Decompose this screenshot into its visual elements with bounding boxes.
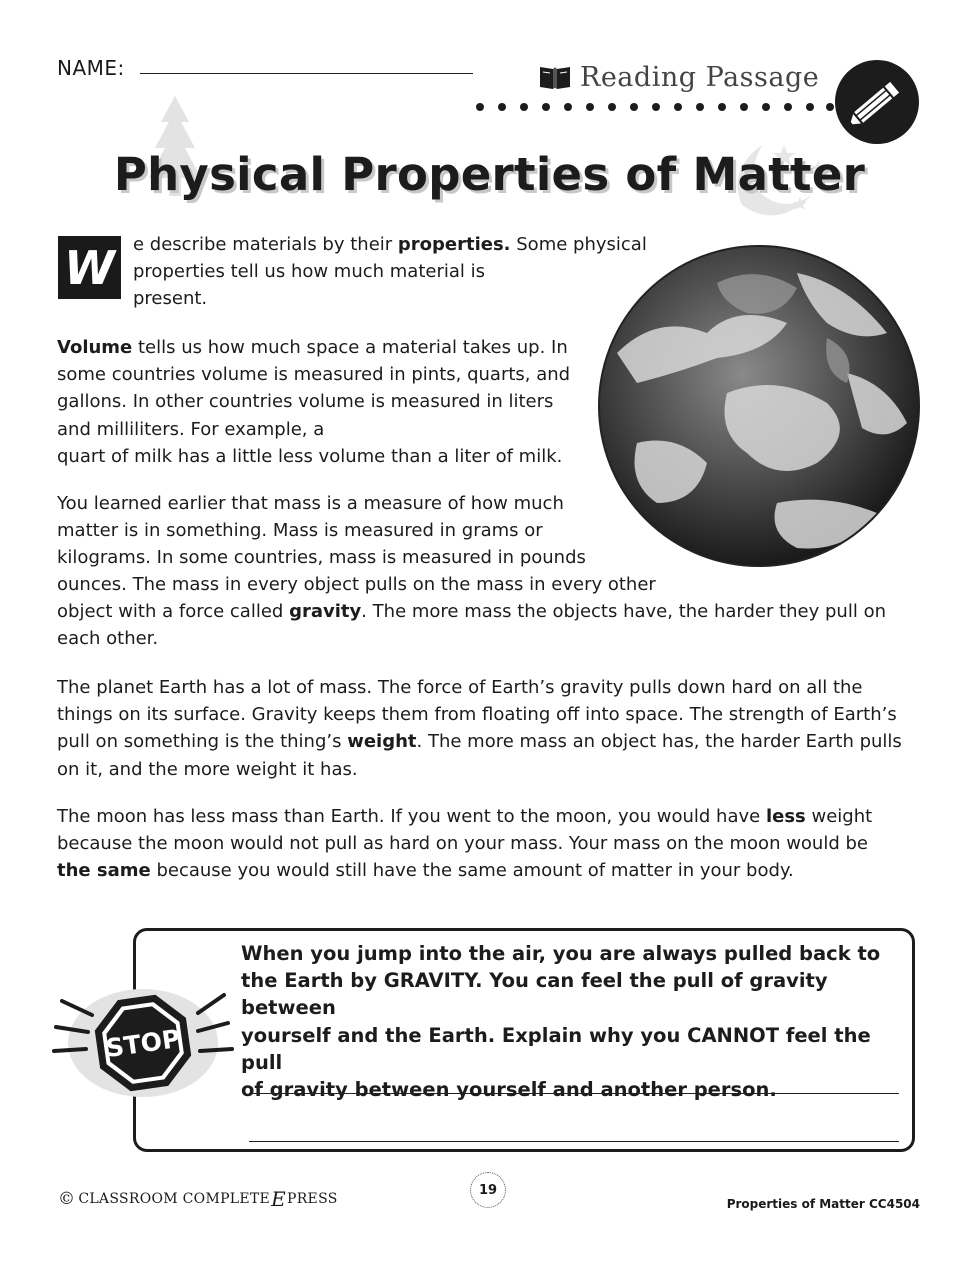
product-code: Properties of Matter CC4504	[726, 1197, 920, 1211]
dotted-divider	[474, 100, 836, 114]
body-text: . The more mass the objects have, the harder they pull on	[361, 601, 886, 623]
volume-paragraph	[57, 334, 597, 470]
question-line: yourself and the Earth. Explain why you CANNOT feel the pull	[241, 1023, 871, 1074]
keyword-properties: properties.	[397, 234, 511, 255]
stop-sign-icon	[48, 985, 238, 1105]
publisher-name-a: CLASSROOM COMPLETE	[78, 1191, 271, 1207]
body-text: The planet Earth has a lot of mass. The force of Earth’s gravity pulls down hard on all the	[57, 677, 863, 698]
intro-text: present.	[133, 288, 208, 310]
page-number: 19	[470, 1172, 506, 1208]
body-text: weight	[805, 806, 873, 827]
name-label: NAME:	[57, 56, 125, 80]
publisher-name-b: PRESS	[286, 1191, 338, 1207]
body-text: quart of milk has a little less volume than a liter of milk.	[57, 445, 563, 467]
mass-paragraph-bottom	[57, 571, 927, 653]
body-text: gallons. In other countries volume is measured in liters	[57, 391, 554, 413]
question-line: of gravity between yourself and another person.	[241, 1078, 777, 1102]
body-text: because the moon would not pull as hard on your mass. Your mass on the moon would be	[57, 833, 868, 855]
keyword-gravity: gravity	[289, 601, 362, 623]
intro-text: e describe materials by their	[133, 234, 398, 255]
section-label	[538, 58, 819, 96]
intro-text: properties tell us how much material is	[133, 261, 486, 283]
question-text	[241, 940, 911, 1103]
intro-text: Some physical	[510, 234, 647, 255]
body-text: kilograms. In some countries, mass is measured in pounds	[57, 547, 586, 569]
body-text: You learned earlier that mass is a measure of how much	[57, 493, 564, 514]
stop-sign-text: STOP	[104, 1023, 183, 1064]
pencil-icon	[834, 59, 920, 145]
book-icon	[538, 63, 572, 91]
earth-paragraph	[57, 674, 927, 783]
body-text: matter is in something. Mass is measured in grams or	[57, 520, 543, 542]
mass-paragraph-top	[57, 490, 597, 572]
body-text: on it, and the more weight it has.	[57, 758, 358, 780]
publisher-name-e: E	[271, 1187, 286, 1211]
body-text: things on its surface. Gravity keeps them from floating off into space. The strength of Earth’s	[57, 704, 897, 726]
body-text: tells us how much space a material takes up. In	[132, 337, 568, 358]
question-line: When you jump into the air, you are always pulled back to	[241, 942, 881, 965]
name-input-line[interactable]	[140, 73, 473, 74]
publisher-logo	[58, 1187, 338, 1211]
keyword-the-same: the same	[57, 860, 151, 882]
moon-paragraph	[57, 803, 927, 885]
body-text: object with a force called	[57, 601, 290, 623]
earth-image	[597, 243, 921, 570]
body-text: ounces. The mass in every object pulls on the mass in every other	[57, 574, 656, 595]
keyword-volume: Volume	[57, 337, 133, 358]
intro-paragraph	[133, 231, 647, 313]
body-text: because you would still have the same amount of matter in your body.	[150, 860, 794, 882]
keyword-less: less	[765, 806, 806, 827]
section-label-text: Reading Passage	[580, 61, 820, 93]
body-text: The moon has less mass than Earth. If you went to the moon, you would have	[57, 806, 766, 827]
body-text: . The more mass an object has, the harder Earth pulls	[416, 731, 902, 753]
body-text: and milliliters. For example, a	[57, 418, 325, 440]
body-text: some countries volume is measured in pints, quarts, and	[57, 364, 571, 386]
drop-cap: W	[58, 236, 121, 299]
page-title: Physical Properties of Matter	[113, 148, 866, 201]
copyright-symbol: ©	[58, 1189, 76, 1209]
body-text: each other.	[57, 628, 159, 650]
keyword-weight: weight	[347, 731, 417, 753]
body-text: pull on something is the thing’s	[57, 731, 348, 753]
question-line: the Earth by GRAVITY. You can feel the pull of gravity between	[241, 969, 828, 1020]
answer-line-1[interactable]	[249, 1093, 899, 1094]
answer-line-2[interactable]	[249, 1141, 899, 1142]
